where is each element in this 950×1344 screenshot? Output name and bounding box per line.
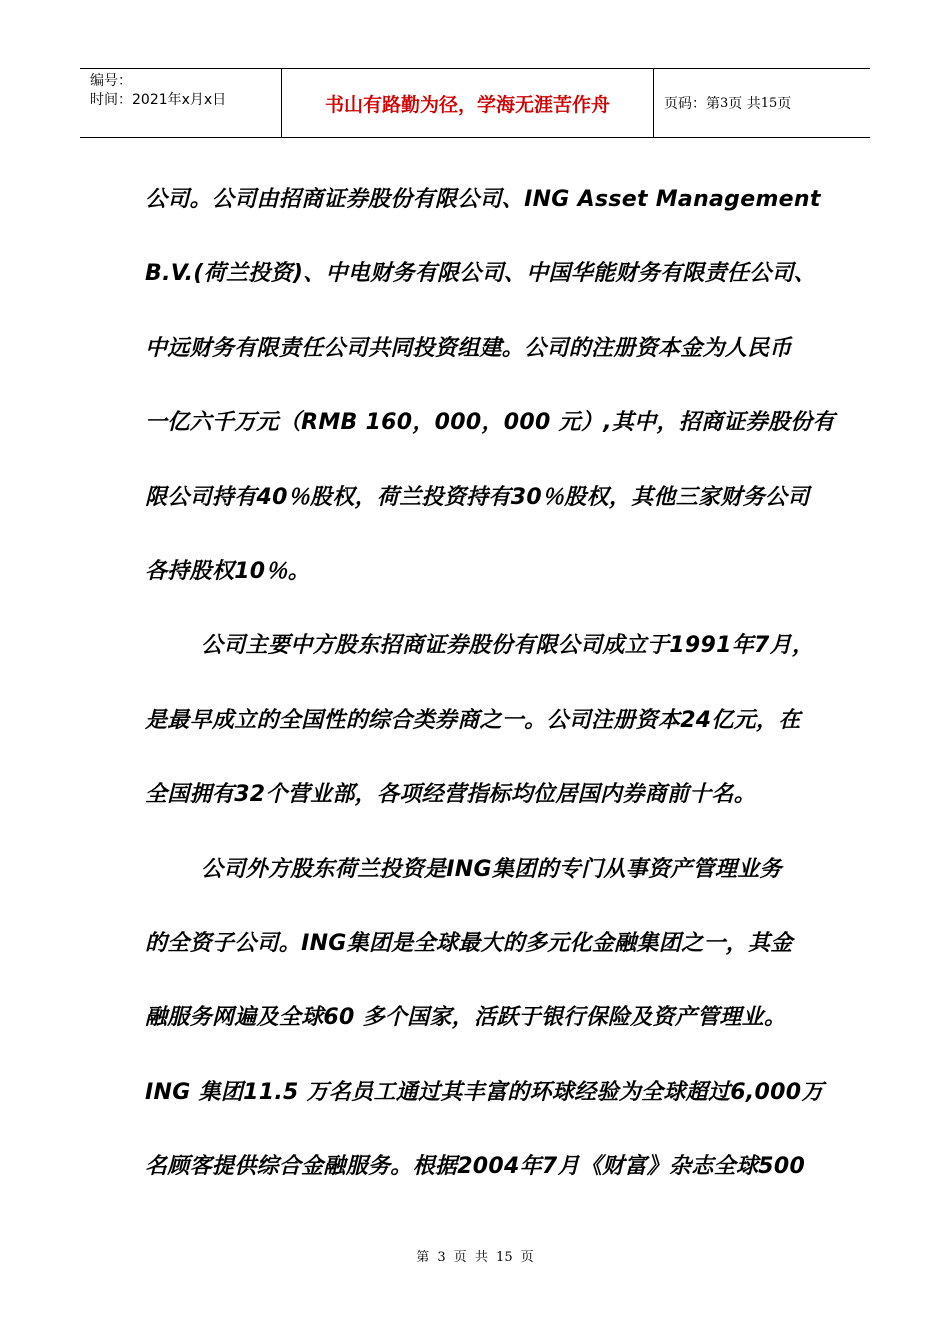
body-line: 融服务网遍及全球60 多个国家，活跃于银行保险及资产管理业。 — [145, 1005, 787, 1031]
body-line: 一亿六千万元（RMB 160，000，000 元）,其中，招商证券股份有 — [145, 410, 835, 436]
body-line: B.V.(荷兰投资)、中电财务有限公司、中国华能财务有限责任公司、 — [145, 261, 817, 287]
body-line: 全国拥有32个营业部，各项经营指标均位居国内券商前十名。 — [145, 782, 757, 808]
header-meta — [80, 69, 282, 137]
body-line: 各持股权10％。 — [145, 559, 311, 585]
document-body — [145, 163, 835, 1205]
page-header — [80, 68, 870, 138]
page-current: 3 — [720, 95, 729, 111]
number-label: 编号： — [90, 73, 132, 89]
page-mid: 页 共 — [728, 96, 761, 112]
time-label: 时间：2021年x月x日 — [90, 92, 227, 108]
header-motto: 书山有路勤为径，学海无涯苦作舟 — [282, 69, 654, 137]
body-line: 公司外方股东荷兰投资是ING集团的专门从事资产管理业务 — [201, 856, 782, 882]
body-line: ING 集团11.5 万名员工通过其丰富的环球经验为全球超过6,000万 — [145, 1079, 824, 1105]
body-line: 是最早成立的全国性的综合类券商之一。公司注册资本24亿元，在 — [145, 707, 801, 733]
body-line: 的全资子公司。ING集团是全球最大的多元化金融集团之一，其金 — [145, 931, 793, 957]
body-line: 中远财务有限责任公司共同投资组建。公司的注册资本金为人民币 — [145, 335, 792, 361]
page-total: 15 — [760, 95, 778, 111]
page-suffix: 页 — [777, 96, 792, 112]
body-line: 公司。公司由招商证券股份有限公司、ING Asset Management — [145, 187, 821, 212]
header-page-info — [654, 69, 870, 137]
body-line: 限公司持有40％股权，荷兰投资持有30％股权，其他三家财务公司 — [145, 484, 810, 510]
page-prefix: 页码：第 — [664, 96, 720, 112]
body-line: 公司主要中方股东招商证券股份有限公司成立于1991年7月， — [201, 633, 815, 659]
body-line: 名顾客提供综合金融服务。根据2004年7月《财富》杂志全球500 — [145, 1154, 806, 1180]
page-footer: 第 3 页 共 15 页 — [416, 1250, 534, 1265]
